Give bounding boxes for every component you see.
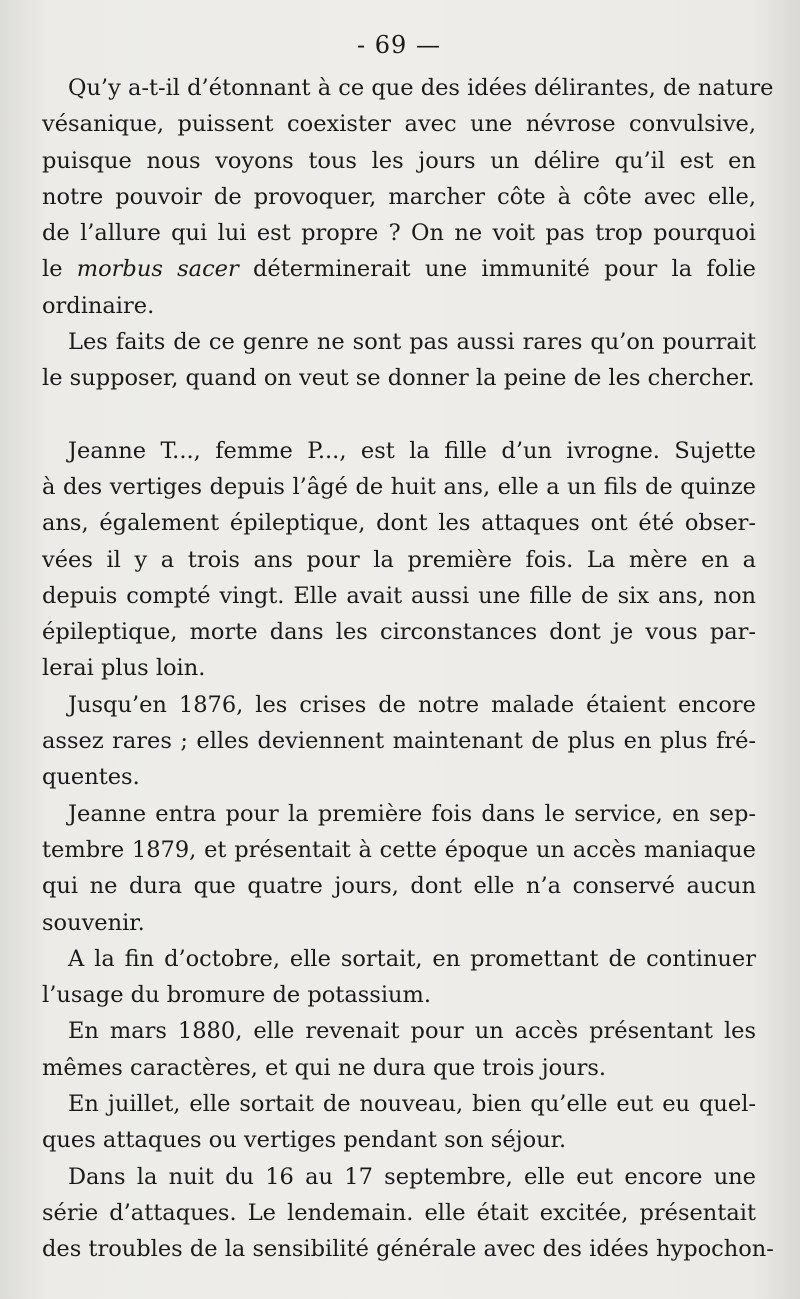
text-line: Qu’y a-t-il d’étonnant à ce que des idées délirantes, de nature — [68, 75, 774, 101]
text-line: quentes. — [42, 764, 140, 791]
text-line: Dans la nuit du 16 au 17 septembre, elle eut encore une — [68, 1163, 756, 1190]
text-line: à des vertiges depuis l’âgé de huit ans, elle a un fils de quinze — [42, 473, 756, 500]
paragraph-4 — [42, 687, 756, 796]
text-line: le supposer, quand on veut se donner la peine de les chercher. — [42, 365, 755, 392]
text-line: Jusqu’en 1876, les crises de notre malade étaient encore — [68, 691, 756, 718]
text-line: ans, également épileptique, dont les attaques ont été obser- — [42, 510, 756, 537]
text-line: En juillet, elle sortait de nouveau, bien qu’elle eut eu quel- — [68, 1091, 756, 1118]
text-line: En mars 1880, elle revenait pour un accès présentant les — [68, 1018, 756, 1045]
text-line: de l’allure qui lui est propre ? On ne voit pas trop pourquoi — [42, 220, 756, 247]
text-line: notre pouvoir de provoquer, marcher côte à côte avec elle, — [42, 183, 756, 210]
text-segment: le — [42, 256, 77, 283]
text-line: vées il y a trois ans pour la première fois. La mère en a — [42, 546, 756, 573]
text-line: Les faits de ce genre ne sont pas aussi rares qu’on pourrait — [68, 329, 756, 356]
text-line: tembre 1879, et présentait à cette époque un accès maniaque — [42, 836, 756, 863]
paragraph-2 — [42, 324, 756, 397]
paragraph-5 — [42, 796, 756, 941]
text-segment: déterminerait une immunité pour la folie — [238, 256, 756, 283]
text-line: ordinaire. — [42, 292, 155, 319]
text-line: série d’attaques. Le lendemain. elle était excitée, présentait — [42, 1199, 756, 1226]
text-line: vésanique, puissent coexister avec une névrose convulsive, — [42, 111, 756, 138]
paragraph-6 — [42, 941, 756, 1014]
paragraph-3 — [42, 433, 756, 687]
text-line: mêmes caractères, et qui ne dura que trois jours. — [42, 1054, 607, 1081]
text-line: l’usage du bromure de potassium. — [42, 982, 432, 1009]
text-line: qui ne dura que quatre jours, dont elle n’a conservé aucun — [42, 873, 756, 900]
text-line: ques attaques ou vertiges pendant son séjour. — [42, 1127, 567, 1154]
text-line: Jeanne entra pour la première fois dans le service, en sep- — [68, 800, 756, 827]
section-gap — [42, 397, 756, 433]
text-line: lerai plus loin. — [42, 655, 206, 682]
text-line: épileptique, morte dans les circonstances dont je vous par- — [42, 619, 756, 646]
italic-term: morbus sacer — [76, 256, 239, 283]
text-line: souvenir. — [42, 909, 145, 936]
paragraph-8 — [42, 1086, 756, 1159]
text-line: depuis compté vingt. Elle avait aussi une fille de six ans, non — [42, 582, 756, 609]
page-number: - 69 — — [357, 31, 441, 59]
page-body — [42, 70, 774, 1268]
text-line: A la fin d’octobre, elle sortait, en promettant de continuer — [68, 945, 756, 972]
paragraph-7 — [42, 1013, 756, 1086]
paragraph-1 — [42, 70, 774, 324]
text-line — [42, 251, 756, 287]
text-line: des troubles de la sensibilité générale avec des idées hypochon- — [42, 1236, 774, 1263]
text-line: assez rares ; elles deviennent maintenant de plus en plus fré- — [42, 728, 756, 755]
text-line: puisque nous voyons tous les jours un délire qu’il est en — [42, 147, 756, 174]
paragraph-9 — [42, 1159, 774, 1268]
text-line: Jeanne T..., femme P..., est la fille d’un ivrogne. Sujette — [68, 437, 756, 464]
